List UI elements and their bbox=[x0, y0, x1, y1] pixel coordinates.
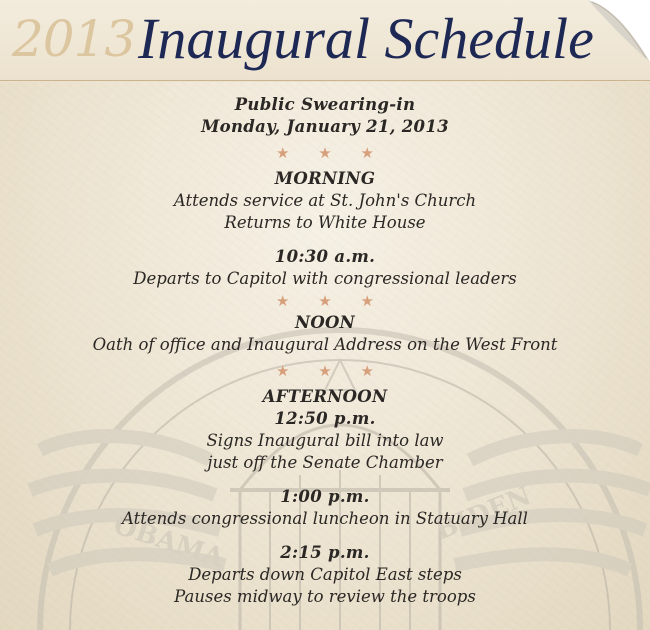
afternoon-time: 12:50 p.m. bbox=[274, 409, 376, 428]
morning-time: 10:30 a.m. bbox=[274, 247, 376, 266]
noon-item: Oath of office and Inaugural Address on the West Front bbox=[92, 335, 558, 354]
afternoon-time: 1:00 p.m. bbox=[280, 487, 370, 506]
morning-heading: MORNING bbox=[274, 169, 376, 188]
afternoon-time: 2:15 p.m. bbox=[280, 543, 370, 562]
star-separator: ★ ★ ★ bbox=[276, 362, 386, 380]
seal-left-text: OBAMA bbox=[109, 510, 228, 574]
afternoon-item: Pauses midway to review the troops bbox=[174, 587, 476, 606]
morning-time-item: Departs to Capitol with congressional leaders bbox=[133, 269, 517, 288]
morning-item: Returns to White House bbox=[224, 213, 426, 232]
page-curl-icon bbox=[588, 0, 650, 62]
morning-item: Attends service at St. John's Church bbox=[173, 191, 477, 210]
afternoon-item: Attends congressional luncheon in Statuary Hall bbox=[122, 509, 528, 528]
page-title: Inaugural Schedule bbox=[138, 6, 594, 71]
star-separator: ★ ★ ★ bbox=[276, 144, 386, 162]
star-separator: ★ ★ ★ bbox=[276, 292, 386, 310]
intro-line-1: Public Swearing-in bbox=[234, 95, 416, 114]
page-header bbox=[0, 0, 650, 82]
header-divider bbox=[0, 80, 650, 81]
header-year: 2013 bbox=[12, 10, 136, 68]
schedule-content bbox=[0, 94, 650, 608]
afternoon-item: Departs down Capitol East steps bbox=[188, 565, 462, 584]
afternoon-item: just off the Senate Chamber bbox=[207, 453, 443, 472]
noon-heading: NOON bbox=[294, 313, 356, 332]
seal-right-text: BIDEN bbox=[431, 481, 536, 547]
afternoon-heading: AFTERNOON bbox=[262, 387, 388, 406]
afternoon-item: Signs Inaugural bill into law bbox=[206, 431, 444, 450]
intro-date: Monday, January 21, 2013 bbox=[201, 117, 449, 136]
